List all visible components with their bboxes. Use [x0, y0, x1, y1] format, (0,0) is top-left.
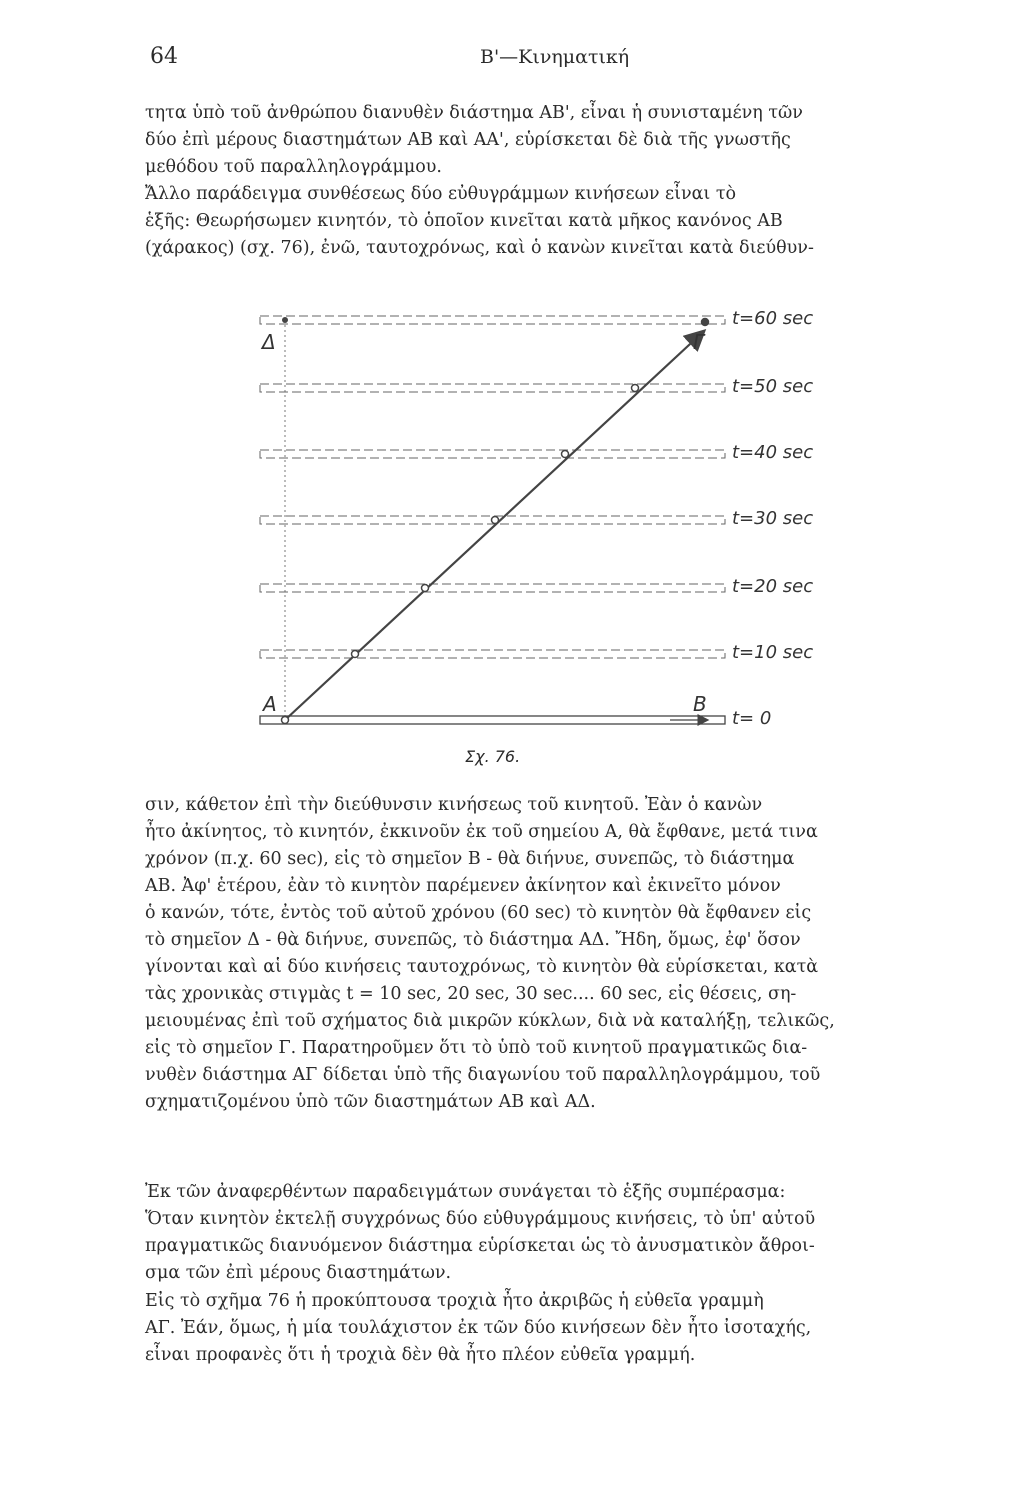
- position-circle-delta: [282, 317, 288, 323]
- ruler-40: [260, 450, 725, 458]
- text-line: πραγματικῶς διανυόμενον διάστημα εὑρίσκεται ὡς τὸ ἀνυσματικὸν ἄθροι-: [145, 1236, 815, 1256]
- text-line: σχηματιζομένου ὑπὸ τῶν διαστημάτων ΑΒ καὶ ΑΔ.: [145, 1092, 596, 1112]
- text-line: μεθόδου τοῦ παραλληλογράμμου.: [145, 157, 442, 177]
- text-line: Ἐκ τῶν ἀναφερθέντων παραδειγμάτων συνάγεται τὸ ἑξῆς συμπέρασμα:: [145, 1182, 786, 1202]
- ruler-0: [260, 716, 725, 724]
- label-gamma: Γ: [693, 330, 705, 354]
- text-line: ΑΒ. Ἀφ' ἑτέρου, ἐὰν τὸ κινητὸν παρέμενεν ἀκίνητον καὶ ἐκινεῖτο μόνον: [145, 876, 781, 896]
- text-line: ἑξῆς: Θεωρήσωμεν κινητόν, τὸ ὁποῖον κινεῖται κατὰ μῆκος κανόνος ΑΒ: [145, 211, 783, 231]
- text-line: τὰς χρονικὰς στιγμὰς t = 10 sec, 20 sec, 30 sec.... 60 sec, εἰς θέσεις, ση-: [145, 984, 797, 1004]
- position-circle-10: [352, 651, 359, 658]
- text-line: σιν, κάθετον ἐπὶ τὴν διεύθυνσιν κινήσεως τοῦ κινητοῦ. Ἐὰν ὁ κανὼν: [145, 795, 763, 815]
- position-circle-20: [422, 585, 429, 592]
- text-line: γίνονται καὶ αἱ δύο κινήσεις ταυτοχρόνως, τὸ κινητὸν θὰ εὑρίσκεται, κατὰ: [145, 957, 819, 977]
- text-line: (χάρακος) (σχ. 76), ἐνῶ, ταυτοχρόνως, καὶ ὁ κανὼν κινεῖται κατὰ διεύθυν-: [145, 238, 814, 258]
- label-beta: Β: [693, 692, 707, 716]
- time-label-30: t=30 sec: [732, 508, 814, 529]
- text-line: νυθὲν διάστημα ΑΓ δίδεται ὑπὸ τῆς διαγωνίου τοῦ παραλληλογράμμου, τοῦ: [145, 1065, 821, 1085]
- text-line: δύο ἐπὶ μέρους διαστημάτων ΑΒ καὶ ΑΑ', εὑρίσκεται δὲ διὰ τῆς γνωστῆς: [145, 130, 791, 150]
- paragraph-2: [145, 792, 935, 1116]
- figure-caption: Σχ. 76.: [465, 747, 521, 766]
- time-label-60: t=60 sec: [732, 308, 814, 329]
- running-head: B'—Κινηματική: [480, 46, 630, 68]
- label-delta: Δ: [262, 330, 276, 354]
- resultant-path-arrow: [285, 332, 703, 720]
- paragraph-3: [145, 1179, 935, 1287]
- time-label-50: t=50 sec: [732, 376, 814, 397]
- paragraph-1: [145, 100, 935, 262]
- position-circle-40: [562, 451, 569, 458]
- page-number: 64: [150, 44, 178, 69]
- figure-76: [245, 300, 845, 780]
- text-line: σμα τῶν ἐπὶ μέρους διαστημάτων.: [145, 1263, 452, 1283]
- ruler-60: [260, 316, 725, 324]
- text-line: ἦτο ἀκίνητος, τὸ κινητόν, ἐκκινοῦν ἐκ τοῦ σημείου Α, θὰ ἔφθανε, μετά τινα: [145, 822, 818, 842]
- paragraph-4: [145, 1288, 935, 1369]
- ruler-10: [260, 650, 725, 658]
- text-line: Ὅταν κινητὸν ἐκτελῇ συγχρόνως δύο εὐθυγράμμους κινήσεις, τὸ ὑπ' αὐτοῦ: [145, 1209, 816, 1229]
- time-label-0: t= 0: [732, 708, 772, 729]
- text-line: εἶναι προφανὲς ὅτι ἡ τροχιὰ δὲν θὰ ἦτο πλέον εὐθεῖα γραμμή.: [145, 1345, 696, 1365]
- text-line: τητα ὑπὸ τοῦ ἀνθρώπου διανυθὲν διάστημα ΑΒ', εἶναι ἡ συνισταμένη τῶν: [145, 103, 803, 123]
- ruler-50: [260, 384, 725, 392]
- ruler-20: [260, 584, 725, 592]
- text-line: ὁ κανών, τότε, ἐντὸς τοῦ αὐτοῦ χρόνου (60 sec) τὸ κινητὸν θὰ ἔφθανεν εἰς: [145, 903, 812, 923]
- time-label-40: t=40 sec: [732, 442, 814, 463]
- text-line: χρόνον (π.χ. 60 sec), εἰς τὸ σημεῖον Β - θὰ διήνυε, συνεπῶς, τὸ διάστημα: [145, 849, 795, 869]
- text-line: Ἄλλο παράδειγμα συνθέσεως δύο εὐθυγράμμων κινήσεων εἶναι τὸ: [145, 184, 737, 204]
- position-circle-30: [492, 517, 499, 524]
- time-label-10: t=10 sec: [732, 642, 814, 663]
- page-header: [150, 44, 930, 74]
- text-line: ΑΓ. Ἐάν, ὅμως, ἡ μία τουλάχιστον ἐκ τῶν δύο κινήσεων δὲν ἦτο ἰσοταχής,: [145, 1318, 812, 1338]
- text-line: Εἰς τὸ σχῆμα 76 ἡ προκύπτουσα τροχιὰ ἦτο ἀκριβῶς ἡ εὐθεῖα γραμμὴ: [145, 1291, 764, 1311]
- position-circle-0: [282, 717, 289, 724]
- text-line: εἰς τὸ σημεῖον Γ. Παρατηροῦμεν ὅτι τὸ ὑπὸ τοῦ κινητοῦ πραγματικῶς δια-: [145, 1038, 808, 1058]
- label-alpha: Α: [263, 692, 277, 716]
- position-circle-60: [702, 319, 709, 326]
- text-line: μειουμένας ἐπὶ τοῦ σχήματος διὰ μικρῶν κύκλων, διὰ νὰ καταλήξῃ, τελικῶς,: [145, 1011, 835, 1031]
- position-circle-50: [632, 385, 639, 392]
- time-label-20: t=20 sec: [732, 576, 814, 597]
- text-line: τὸ σημεῖον Δ - θὰ διήνυε, συνεπῶς, τὸ διάστημα ΑΔ. Ἤδη, ὅμως, ἐφ' ὅσον: [145, 930, 801, 950]
